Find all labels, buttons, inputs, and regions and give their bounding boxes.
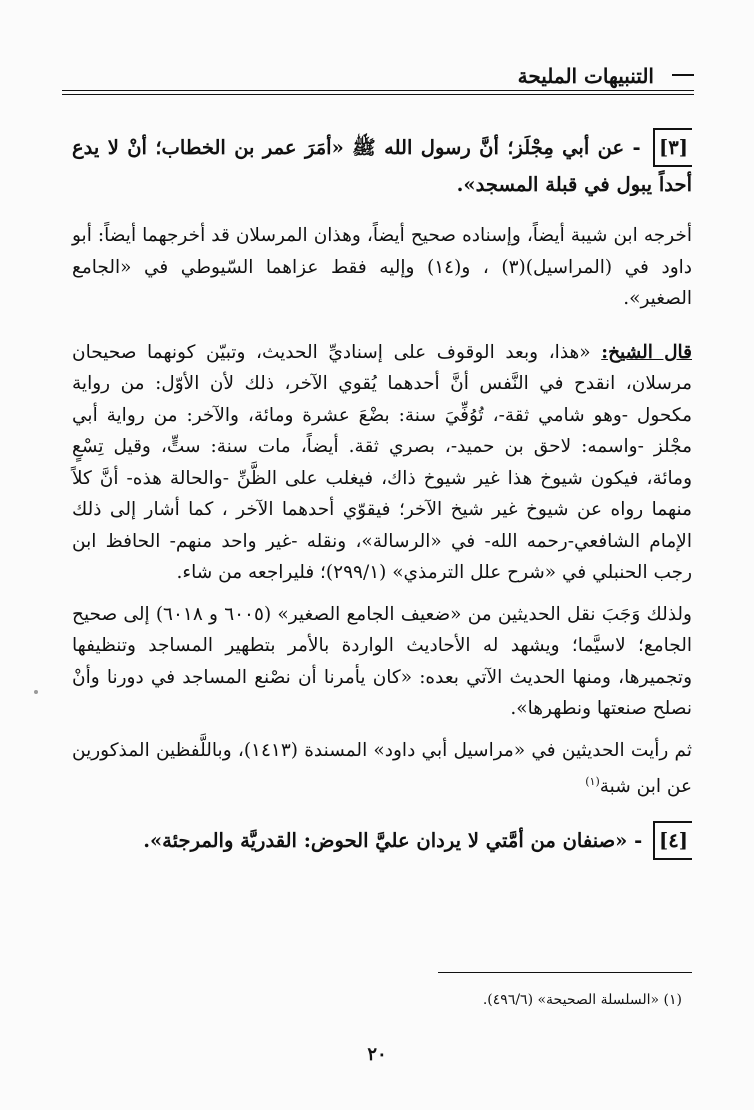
header-rule: [62, 90, 694, 91]
sheikh-label: قال الشيخ:: [601, 341, 693, 363]
page-number: ٢٠: [367, 1044, 387, 1065]
header-title: التنبيهات المليحة: [510, 64, 662, 88]
footnote: (١) «السلسلة الصحيحة» (٤٩٦/٦).: [482, 992, 682, 1008]
paragraph-conclusion: ولذلك وَجَبَ نقل الحديثين من «ضعيف الجامع الصغير» (٦٠٠٥ و ٦٠١٨) إلى صحيح الجامع؛ لاسيَّما؛ ويشهد له الأحاديث الواردة بالأمر بتطهير المساجد وتنظيفها وتجميرها، ومنها الحديث الآتي بعده: «كان يأمرنا أن نصْنع المساجد في دورنا وأنْ نصلح صنعتها ونطهرها».: [72, 603, 692, 719]
hadith-number: [٤]: [653, 821, 692, 860]
sheikh-text: «هذا، وبعد الوقوف على إسناديِّ الحديث، وتبيّن كونهما صحيحان مرسلان، انقدح في النَّفس أنَّ أحدهما يُقوي الآخر، ذلك لأن الأوّل: من رواية مكحول -وهو شامي ثقة-، تُوُفِّيَ سنة: بضْعَ عشرة ومائة، والآخر: من رواية أبي مجْلز -واسمه: لاحق بن حميد-، بصري ثقة. أيضاً، مات سنة: ستٍّ، وقيل تِسْعٍ ومائة، فيكون شيوخ هذا غير شيوخ ذاك، فيغلب على الظَّنِّ -والحالة هذه- أنَّ كلاً منهما رواه عن شيوخ غير شيخ الآخر؛ فيقوّي أحدهما الآخر ، كما أشار إلى ذلك الإمام الشافعي-رحمه الله- في «الرسالة»، ونقله -غير واحد منهم- الحافظ ابن رجب الحنبلي في «شرح علل الترمذي» (٢٩٩/١)؛ فليراجعه من شاء.: [72, 341, 692, 583]
footnote-separator: [438, 972, 692, 973]
header-dash: [672, 74, 694, 76]
hadith-item-3: [72, 128, 692, 202]
paragraph-takhrij: أخرجه ابن شيبة أيضاً، وإسناده صحيح أيضاً، وهذان المرسلان قد أخرجهما أيضاً: أبو داود في (المراسيل)(٣) ، و(١٤) وإليه فقط عزاهما السّيوطي في «الجامع الصغير».: [72, 225, 692, 309]
hadith-text: - «صنفان من أمَّتي لا يردان عليَّ الحوض: القدريَّة والمرجئة».: [143, 828, 650, 852]
hadith-number: [٣]: [653, 128, 692, 167]
scan-mark: [34, 690, 38, 694]
page-body: [72, 128, 692, 860]
hadith-item-4: [72, 821, 692, 860]
paragraph-note: [72, 735, 692, 803]
header-rule-thin: [62, 94, 694, 95]
hadith-text: - عن أبي مِجْلَز؛ أنَّ رسول الله ﷺ «أمَرَ عمر بن الخطاب؛ أنْ لا يدع أحداً يبول في قبلة المسجد».: [72, 136, 692, 196]
footnote-marker: (١): [585, 775, 600, 788]
note-text: ثم رأيت الحديثين في «مراسيل أبي داود» المسندة (١٤١٣)، وباللَّفظين المذكورين عن ابن شبة: [72, 739, 692, 798]
paragraph-sheikh: [72, 337, 692, 589]
running-header: [62, 64, 694, 88]
